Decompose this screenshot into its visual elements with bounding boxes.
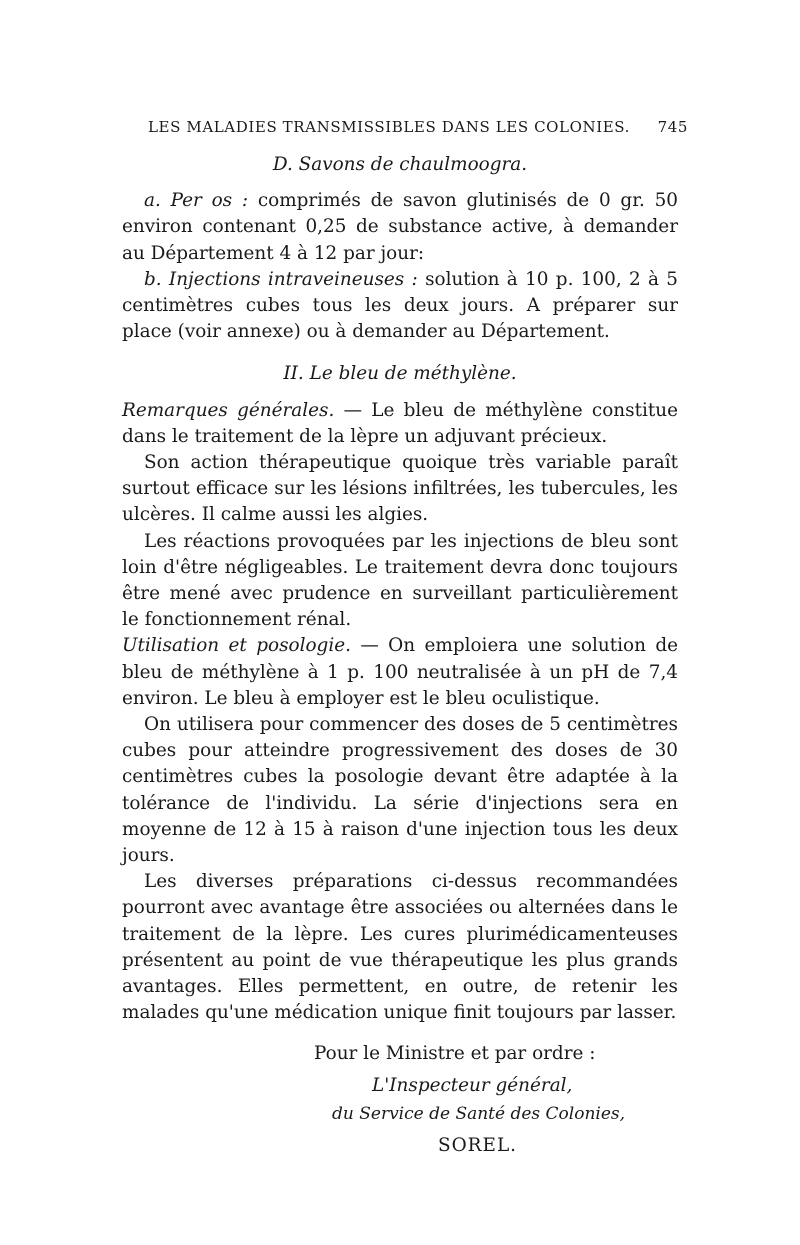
remarques-label: Remarques générales.	[122, 399, 335, 421]
paragraph-action: Son action thérapeutique quoique très variable paraît surtout efficace sur les lésions infiltrées, les tubercules, les ulcères. Il calme aussi les algies.	[122, 452, 678, 526]
paragraph-remarques	[122, 398, 678, 450]
signature-line-ministre: Pour le Ministre et par ordre :	[314, 1042, 596, 1064]
signature-line-service: du Service de Santé des Colonies,	[332, 1103, 626, 1124]
signature-block	[122, 1041, 678, 1161]
item-b-text: solution à 10 p. 100, 2 à 5 centimètres cubes tous les deux jours. A préparer sur place (voir annexe) ou à demander au Département.	[122, 268, 678, 343]
section-ii-heading: II. Le bleu de méthylène.	[283, 363, 517, 385]
paragraph-utilisation	[122, 633, 678, 712]
paragraph-reactions: Les réactions provoquées par les injections de bleu sont loin d'être négligeables. Le traitement devra donc toujours être mené avec prudence en surveillant particulièrement le fonctionnement rénal.	[122, 530, 678, 631]
utilisation-label: Utilisation et posologie.	[122, 635, 351, 657]
remarques-text: — Le bleu de méthylène constitue dans le traitement de la lèpre un adjuvant précieux.	[122, 399, 678, 447]
item-a-text: comprimés de savon glutinisés de 0 gr. 50 environ contenant 0,25 de substance active, à demander au Département 4 à 12 par jour:	[122, 190, 678, 264]
item-a	[122, 188, 678, 267]
section-d-heading: D. Savons de chaulmoogra.	[272, 154, 528, 175]
item-b-label: b. Injections intraveineuses :	[144, 268, 418, 290]
page-number: 745	[657, 118, 688, 136]
paragraph-doses: On utilisera pour commencer des doses de 5 centimètres cubes pour atteindre progressivement des doses de 30 centimètres cubes la posologie devant être adaptée à la tolérance de l'individu. La série d'injections sera en moyenne de 12 à 15 à raison d'une injection tous les deux jours.	[122, 714, 678, 867]
running-title: LES MALADIES TRANSMISSIBLES DANS LES COLONIES.	[148, 118, 631, 136]
item-b	[122, 267, 678, 346]
utilisation-text: — On emploiera une solution de bleu de méthylène à 1 p. 100 neutralisée à un pH de 7,4 environ. Le bleu à employer est le bleu oculistique.	[122, 635, 678, 709]
item-a-label: a. Per os :	[144, 190, 249, 212]
page-body	[122, 152, 678, 1161]
signature-name: SOREL.	[438, 1134, 518, 1156]
paragraph-preparations: Les diverses préparations ci-dessus recommandées pourront avec avantage être associées ou alternées dans le traitement de la lèpre. Les cures plurimédicamenteuses présentent au point de vue thérapeutique les plus grands avantages. Elles permettent, en outre, de retenir les malades qu'une médication unique finit toujours par lasser.	[122, 871, 678, 1024]
signature-line-inspecteur: L'Inspecteur général,	[372, 1074, 573, 1096]
